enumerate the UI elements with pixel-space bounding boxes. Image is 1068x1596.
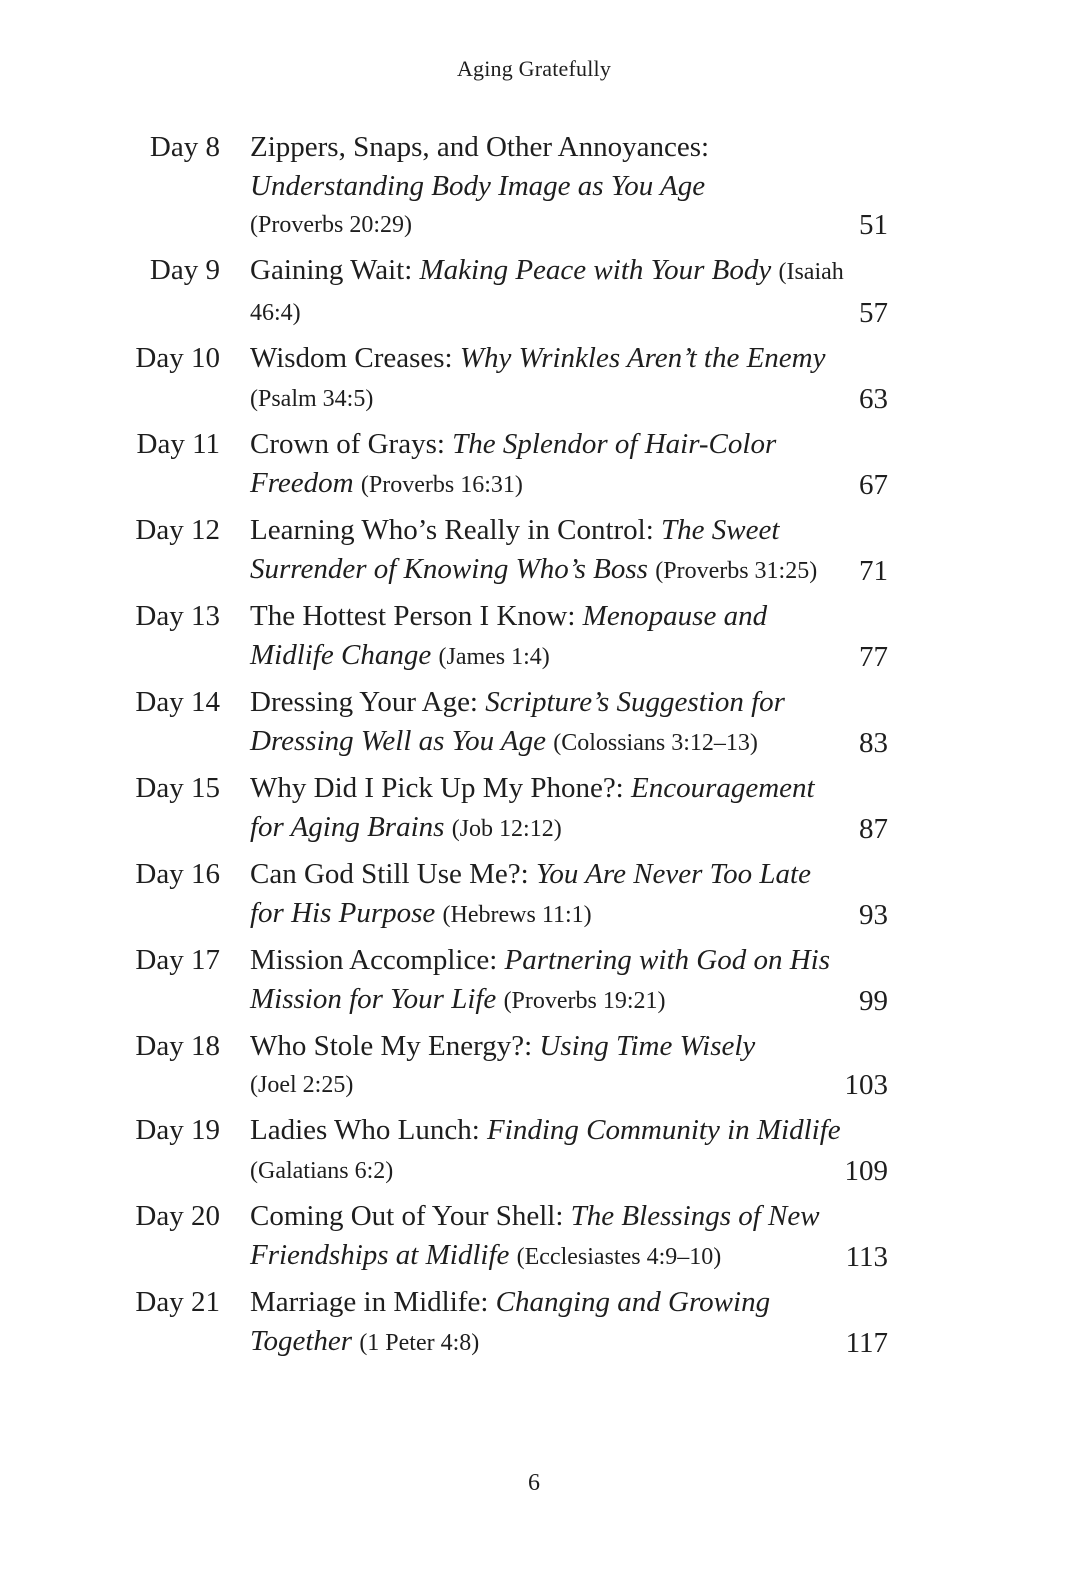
toc-day-label: Day 21 [135,1286,220,1318]
toc-entry-title: Zippers, Snaps, and Other Annoyances: [250,131,710,163]
toc-entry-reference: (Proverbs 20:29) [250,212,412,238]
toc-entry-title: Coming Out of Your Shell: [250,1200,564,1232]
toc-page-number: 87 [859,813,888,845]
toc-day-label: Day 9 [149,254,220,286]
toc-entry[interactable] [0,683,1068,763]
toc-entry-subtitle: The Splendor of Hair-Color Freedom [250,428,777,499]
toc-entry[interactable] [0,511,1068,591]
toc-day-label: Day 19 [135,1114,220,1146]
toc-entry-reference: (Colossians 3:12–13) [553,730,758,756]
toc-entry-subtitle: Partnering with God on His Mission for Your Life [250,944,830,1015]
toc-entry-subtitle: Finding Community in Midlife [487,1114,841,1146]
toc-entry-title: The Hottest Person I Know: [250,600,576,632]
table-of-contents [0,128,1068,1369]
toc-page-number: 83 [859,727,888,759]
toc-entry-reference: (Ecclesiastes 4:9–10) [516,1244,722,1270]
toc-day-label: Day 16 [135,858,220,890]
toc-entry[interactable] [0,1111,1068,1191]
toc-entry-title: Why Did I Pick Up My Phone?: [250,772,624,804]
toc-page-number: 51 [859,209,888,241]
toc-entry-subtitle: Why Wrinkles Aren’t the Enemy [459,342,826,374]
toc-entry-reference: (Proverbs 16:31) [360,472,523,498]
toc-entry[interactable] [0,251,1068,333]
toc-entry[interactable] [0,128,1068,245]
toc-entry-subtitle: Changing and Growing Together [250,1286,771,1357]
toc-page-number: 117 [845,1327,888,1359]
toc-entry[interactable] [0,769,1068,849]
toc-day-label: Day 18 [135,1030,220,1062]
toc-entry-title: Mission Accomplice: [250,944,498,976]
toc-entry-subtitle: Encouragement for Aging Brains [250,772,815,843]
toc-page-number: 109 [844,1155,888,1187]
toc-entry-title: Gaining Wait: [250,254,413,286]
toc-page-number: 103 [844,1069,888,1101]
toc-day-label: Day 13 [135,600,220,632]
toc-entry-reference: (Proverbs 19:21) [503,988,666,1014]
toc-entry-subtitle: The Blessings of New Friendships at Midlife [250,1200,820,1271]
toc-entry[interactable] [0,1197,1068,1277]
toc-entry-title: Who Stole My Energy?: [250,1030,533,1062]
toc-entry-subtitle: Using Time Wisely [539,1030,756,1062]
toc-entry[interactable] [0,597,1068,677]
toc-entry-subtitle: Menopause and Midlife Change [250,600,768,671]
toc-entry-subtitle: You Are Never Too Late for His Purpose [250,858,811,929]
toc-entry-subtitle: The Sweet Surrender of Knowing Who’s Boss [250,514,780,585]
toc-entry[interactable] [0,941,1068,1021]
toc-entry[interactable] [0,1027,1068,1105]
toc-entry-subtitle: Making Peace with Your Body [419,254,772,286]
toc-day-label: Day 14 [135,686,220,718]
toc-entry-reference: (Hebrews 11:1) [442,902,592,928]
toc-entry-subtitle: Scripture’s Suggestion for Dressing Well as You Age [250,686,785,757]
toc-entry-title: Marriage in Midlife: [250,1286,489,1318]
toc-page-number: 93 [859,899,888,931]
toc-entry-reference: (James 1:4) [438,644,550,670]
toc-page-number: 71 [859,555,888,587]
toc-entry-subtitle: Understanding Body Image as You Age [250,170,706,202]
toc-day-label: Day 11 [136,428,220,460]
toc-page-number: 57 [859,297,888,329]
toc-entry-title: Ladies Who Lunch: [250,1114,480,1146]
toc-page-number: 99 [859,985,888,1017]
toc-page-number: 63 [859,383,888,415]
page-number: 6 [528,1470,540,1496]
toc-day-label: Day 15 [135,772,220,804]
toc-entry-reference: (Joel 2:25) [250,1072,354,1098]
toc-entry-title: Wisdom Creases: [250,342,453,374]
toc-day-label: Day 12 [135,514,220,546]
toc-entry-title: Can God Still Use Me?: [250,858,529,890]
toc-page-number: 113 [845,1241,888,1273]
toc-page-number: 67 [859,469,888,501]
toc-entry-title: Learning Who’s Really in Control: [250,514,654,546]
toc-day-label: Day 20 [135,1200,220,1232]
toc-entry[interactable] [0,855,1068,935]
toc-day-label: Day 10 [135,342,220,374]
running-head: Aging Gratefully [456,56,612,81]
toc-day-label: Day 8 [149,131,220,163]
toc-entry-reference: (Job 12:12) [451,816,562,842]
toc-entry-title: Dressing Your Age: [250,686,478,718]
toc-entry[interactable] [0,339,1068,419]
toc-entry-reference: (Proverbs 31:25) [655,558,818,584]
toc-page-number: 77 [859,641,888,673]
toc-entry-reference: (1 Peter 4:8) [359,1330,480,1356]
toc-entry-title: Crown of Grays: [250,428,445,460]
toc-day-label: Day 17 [135,944,220,976]
toc-entry-reference: (Psalm 34:5) [250,386,374,412]
toc-entry-reference: (Isaiah 46:4) [250,259,844,326]
toc-entry-reference: (Galatians 6:2) [250,1158,394,1184]
toc-entry[interactable] [0,425,1068,505]
toc-entry[interactable] [0,1283,1068,1363]
